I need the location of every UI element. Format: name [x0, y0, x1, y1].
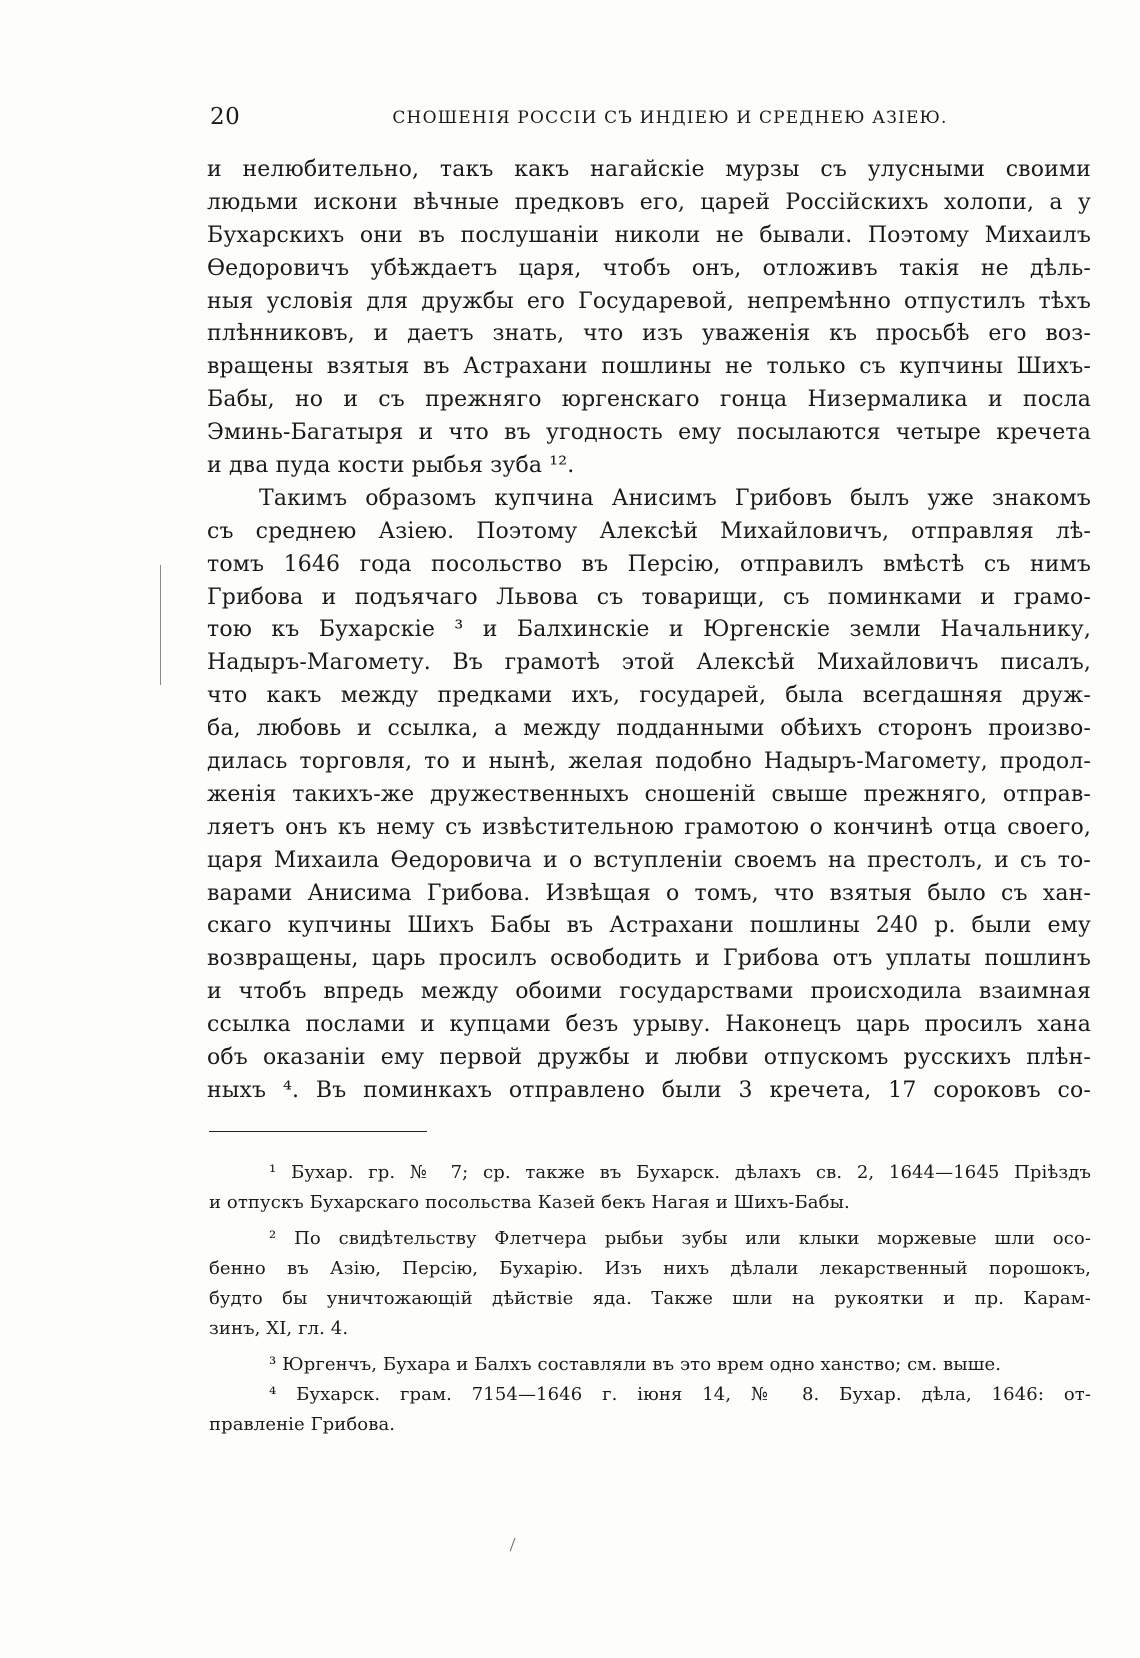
footnote-1	[209, 1158, 1091, 1218]
footnote-line: и отпускъ Бухарскаго посольства Казей бекъ Нагая и Шихъ-Бабы.	[209, 1192, 850, 1213]
footnote-line: ¹ Бухар. гр. № 7; ср. также въ Бухарск. дѣлахъ св. 2, 1644—1645 Пріѣздъ	[269, 1162, 1091, 1183]
text-line: скаго купчины Шихъ Бабы въ Астрахани пошлины 240 р. были ему	[207, 913, 1091, 939]
footnote-line: будто бы уничтожающій дѣйствіе яда. Также шли на рукоятки и пр. Карам-	[209, 1288, 1091, 1309]
text-line: съ среднею Азіею. Поэтому Алексѣй Михайловичъ, отправляя лѣ-	[207, 518, 1091, 544]
text-line: Эминь-Багатыря и что въ угодность ему посылаются четыре кречета	[207, 420, 1091, 446]
footnote-line: ³ Юргенчъ, Бухара и Балхъ составляли въ это врем одно ханство; см. выше.	[269, 1354, 1002, 1375]
paragraph-1	[207, 154, 1091, 483]
margin-pencil-mark	[160, 565, 163, 685]
text-line: Надыръ-Магомету. Въ грамотѣ этой Алексѣй Михайловичъ писалъ,	[207, 650, 1091, 676]
text-line: что какъ между предками ихъ, государей, была всегдашняя друж-	[207, 683, 1091, 709]
footnote-line: ⁴ Бухарск. грам. 7154—1646 г. іюня 14, № 8. Бухар. дѣла, 1646: от-	[269, 1384, 1091, 1405]
text-line: ба, любовь и ссылка, а между подданными обѣихъ сторонъ произво-	[207, 716, 1091, 742]
text-line: Бухарскихъ они въ послушаніи николи не бывали. Поэтому Михаилъ	[207, 222, 1091, 248]
text-line: и чтобъ впредь между обоими государствами происходила взаимная	[207, 979, 1091, 1005]
text-line: плѣнниковъ, и даетъ знать, что изъ уваженія къ просьбѣ его воз-	[207, 321, 1091, 347]
text-line: царя Михаила Ѳедоровича и о вступленіи своемъ на престолъ, и съ то-	[207, 847, 1091, 873]
text-line: Грибова и подъячаго Львова съ товарищи, съ поминками и грамо-	[207, 584, 1091, 610]
text-line: женія такихъ-же дружественныхъ сношеній свыше прежняго, отправ-	[207, 781, 1091, 807]
text-line: ссылка послами и купцами безъ урыву. Наконецъ царь просилъ хана	[207, 1012, 1091, 1038]
footnote-3	[209, 1350, 1091, 1380]
footnote-line: зинъ, XI, гл. 4.	[209, 1318, 349, 1339]
footnote-2	[209, 1224, 1091, 1344]
text-line: Ѳедоровичъ убѣждаетъ царя, чтобъ онъ, отложивъ такія не дѣль-	[207, 255, 1091, 281]
text-line: и два пуда кости рыбья зуба ¹².	[207, 453, 575, 479]
text-line: Такимъ образомъ купчина Анисимъ Грибовъ былъ уже знакомъ	[259, 485, 1091, 511]
footnotes	[209, 1158, 1091, 1440]
page-header	[210, 104, 1090, 134]
text-line: томъ 1646 года посольство въ Персію, отправилъ вмѣстѣ съ нимъ	[207, 551, 1091, 577]
text-line: ныя условія для дружбы его Государевой, непремѣнно отпустилъ тѣхъ	[207, 288, 1091, 314]
text-line: и нелюбительно, такъ какъ нагайскіе мурзы съ улусными своими	[207, 157, 1091, 182]
footnote-line: ² По свидѣтельству Флетчера рыбьи зубы или клыки моржевые шли осо-	[269, 1228, 1091, 1249]
footnote-separator	[209, 1131, 427, 1132]
text-line: тою къ Бухарскіе ³ и Балхинскіе и Юргенскіе земли Начальнику,	[207, 617, 1091, 643]
text-line: варами Анисима Грибова. Извѣщая о томъ, что взятыя было съ хан-	[207, 880, 1091, 906]
footnote-line: бенно въ Азію, Персію, Бухарію. Изъ нихъ дѣлали лекарственный порошокъ,	[209, 1258, 1091, 1279]
text-line: Бабы, но и съ прежняго юргенскаго гонца Низермалика и посла	[207, 387, 1091, 413]
stray-pencil-mark	[510, 1538, 518, 1552]
text-line: дилась торговля, то и нынѣ, желая подобно Надыръ-Магомету, продол-	[207, 749, 1091, 775]
page-number: 20	[210, 104, 241, 130]
footnote-4	[209, 1380, 1091, 1440]
text-line: людьми искони вѣчные предковъ его, царей Россійскихъ холопи, а у	[207, 189, 1091, 215]
main-text	[207, 154, 1091, 1114]
running-title: СНОШЕНІЯ РОССІИ СЪ ИНДІЕЮ И СРЕДНЕЮ АЗІЕЮ.	[392, 108, 948, 128]
text-line: ныхъ ⁴. Въ поминкахъ отправлено были 3 кречета, 17 сороковъ со-	[207, 1077, 1091, 1103]
text-line: возвращены, царь просилъ освободить и Грибова отъ уплаты пошлинъ	[207, 946, 1091, 972]
text-line: объ оказаніи ему первой дружбы и любви отпускомъ русскихъ плѣн-	[207, 1045, 1091, 1071]
text-line: ляетъ онъ къ нему съ извѣстительною грамотою о кончинѣ отца своего,	[207, 814, 1091, 840]
paragraph-2	[207, 483, 1091, 1108]
footnote-line: правленіе Грибова.	[209, 1414, 396, 1435]
text-line: вращены взятыя въ Астрахани пошлины не только съ купчины Шихъ-	[207, 354, 1091, 380]
